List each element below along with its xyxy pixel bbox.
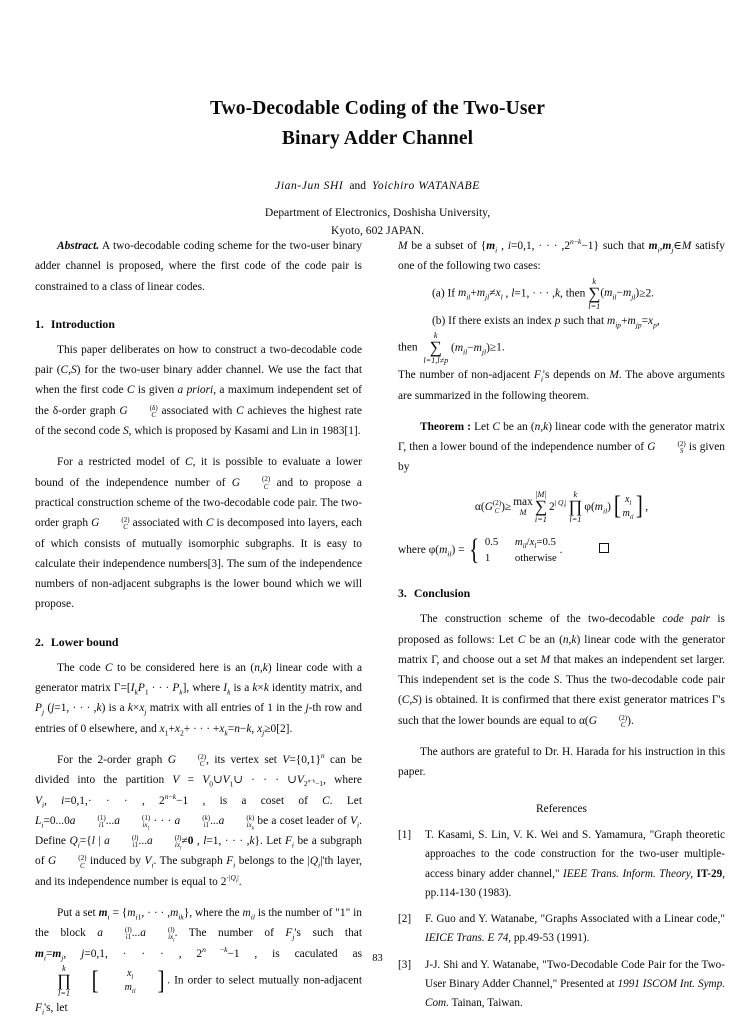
intro-p1-e: , a maximum independent set of the δ-order graph <box>35 384 362 417</box>
intro-paragraph-2 <box>35 452 362 614</box>
affiliation <box>0 204 755 240</box>
concl-f: that makes an independent set larger. This independent set is the code <box>398 653 725 687</box>
theorem-where-line <box>398 534 725 566</box>
cases-cond-1: =0.5 <box>536 535 556 548</box>
reference-item <box>398 956 725 1014</box>
math-C-2: C <box>126 384 135 397</box>
math-mimj-in-M: $m_i,m_j\in M$ <box>648 240 692 255</box>
math-S-2: S <box>122 425 129 438</box>
math-C-8: C <box>492 420 500 433</box>
math-Pj: $P_j$ (j=1, · · · ,k) <box>35 702 106 717</box>
section-heading-introduction <box>35 314 362 335</box>
math-M-2: M <box>609 369 619 382</box>
math-prod-theorem: k ∏ l=1 <box>568 489 583 524</box>
math-V-partition: $V = V_0\cup V_1\cup$ · · · $\cup V_{2^{n-k}-1}$ <box>172 774 324 789</box>
case-a-t3: , then <box>560 287 589 300</box>
reference-body <box>425 910 725 949</box>
where-label: where <box>398 543 426 556</box>
math-alpha-G-C-2-concl: α(G (2) C ) <box>578 713 631 729</box>
section-number-3: 3. <box>398 586 407 601</box>
reference-tag: [2] <box>398 913 412 926</box>
math-coset-leader: $L_i=0...0a$ (1) i1 ...a (1) $ix_1$ · · · a (k) i1 ...a (k) $ix_k$ <box>35 813 255 832</box>
lb-p3-a: Put a set <box>57 906 99 919</box>
abstract-paragraph <box>35 236 362 297</box>
math-prod-binom: k ∏ l=1 [ $x_l$ $m_{il}$ ] <box>57 963 165 999</box>
thmi-close-a: The number of non-adjacent <box>398 369 534 382</box>
intro-p1-c: is given <box>134 384 178 397</box>
body-columns <box>35 236 725 1020</box>
math-phi-def-lhs: $\varphi(m_{il})$ = <box>428 543 465 558</box>
thmi-c: satisfy one of the following two cases: <box>398 240 725 273</box>
case-a-t1: If <box>447 287 458 300</box>
lb-p2-m: belongs to the <box>235 855 308 868</box>
math-j-1: j <box>305 702 309 715</box>
reference-pages: , pp.49-53 (1991). <box>508 932 590 945</box>
lb-p3-d: . The number of <box>174 927 286 940</box>
reference-authors: F. Guo and Y. Watanabe, <box>425 913 538 926</box>
reference-journal: 1991 ISCOM Int. Symp. Com. <box>425 977 726 1010</box>
lb-p2-f: . Let <box>329 794 362 807</box>
intro-p1-a: This paper deliberates on how to construct a two-decodable code pair ( <box>35 343 362 377</box>
intro-p1-f: associated with <box>157 404 237 417</box>
lb-p1-d: ], where <box>182 682 224 695</box>
reference-pages: , pp.114-130 (1983). <box>425 867 725 899</box>
math-x-sum: $x_1+x_2+$ · · · $+x_k=n-k$, $x_j$ <box>159 722 265 737</box>
case-b-continuation <box>398 331 725 365</box>
math-phi-mil: $\varphi(m_{il})$ <box>584 500 611 515</box>
reference-body <box>425 956 725 1014</box>
math-Vi-index: $V_i$, i=0,1,· · · , $2^{n-k}-1$ <box>35 791 189 809</box>
concl-codepair-italic: code pair <box>662 613 711 626</box>
math-Ik-P1-Pk: $I_kP_1$ · · · $P_k$ <box>130 682 183 697</box>
cases-cond-2: otherwise <box>514 552 557 565</box>
case-b-then: then <box>398 341 418 354</box>
math-mi-eq-mj: $m_i=m_j$, j=0,1, · · · , $2^{n -k}-1$ <box>35 944 240 962</box>
reference-journal: IEICE Trans. E 74 <box>425 932 509 945</box>
title-line-1: Two-Decodable Coding of the Two-User <box>209 98 546 119</box>
reference-title: "Graphs Associated with a Linear code," <box>540 913 725 926</box>
case-b-t1: If there exists an index <box>448 314 555 327</box>
math-sum-a: k ∑ l=1 $(m_{il}-m_{jl})$ <box>588 276 640 311</box>
affiliation-line-2: Kyoto, 602 JAPAN. <box>331 224 424 238</box>
lb-p2-e: , is a coset of <box>188 794 323 807</box>
lb-p2-l: . The subgraph <box>153 855 227 868</box>
math-mil-over-xl: $m_{il}/x_l$ <box>514 535 537 551</box>
lb-p2-h: . Define <box>35 814 362 848</box>
author-conjunction: and <box>349 180 366 193</box>
reference-item <box>398 826 725 903</box>
math-2-pow-Qi-theorem: $2^{| Q_i|}$ <box>548 497 567 513</box>
math-l-range-a: l=1, · · · ,k <box>511 287 561 300</box>
cases-block <box>467 534 556 566</box>
cases-row-1 <box>485 534 557 550</box>
reference-item <box>398 910 725 949</box>
author-first: Jian-Jun SHI <box>275 180 344 193</box>
lb-p3-f: , is caculated as <box>239 947 362 960</box>
page-title <box>0 94 755 154</box>
math-M-3: M <box>540 653 551 666</box>
math-sum-b: k ∑ l=1,l≠p $(m_{il}-m_{jl})$ <box>423 331 490 366</box>
math-Ik: $I_k$ <box>223 682 231 697</box>
thmi-close-b: 's depends on <box>542 369 610 382</box>
affiliation-line-1: Department of Electronics, Doshisha University, <box>264 206 491 220</box>
math-mi-subset: {$m_i$ , i=0,1, · · · $,2^{n-k}-1$} <box>480 237 599 255</box>
intro-paragraph-1: This paper deliberates on how to construct a two-decodable code pair (C,S) for the two-user binary adder channel. We use the fact that when the first code C is given a priori, a maximum independent set of the δ-order graph G (δ) C associated with C achieves the highest rate of the second code S, which is proposed by Kasami and Lin in 1983[1]. <box>35 343 362 438</box>
lb-p2-i: . Let <box>259 835 285 848</box>
math-C-10: C <box>401 694 410 707</box>
concl-h: ) is obtained. It is confirmed that there exist generator matrices Γ's such that the lower bounds are equal to <box>398 694 725 727</box>
intro-p1-h: , which is proposed by Kasami and Lin in 1983[1]. <box>128 425 361 438</box>
lb-p1-i: -th row and entries of 0 elsewhere, and <box>35 702 363 735</box>
case-a-t2: , <box>502 287 512 300</box>
case-a-label: (a) <box>432 287 445 300</box>
references-heading: References <box>535 802 588 815</box>
reference-pages: Tainan, Taiwan. <box>448 997 523 1010</box>
thm-c: ) linear code with the generator matrix Γ, then a lower bound of the independence number of <box>398 420 726 454</box>
concl-a: The construction scheme of the two-decodable <box>420 613 663 626</box>
lb-p1-a: The code <box>57 661 106 674</box>
cases-rows <box>482 534 557 566</box>
case-b-label: (b) <box>432 314 446 327</box>
concl-d: be an ( <box>525 633 563 646</box>
math-binom-theorem: [ $x_l$ $m_{il}$ ] <box>613 491 643 521</box>
intro-p2-a: For a restricted model of <box>57 456 185 469</box>
cases-value-2: 1 <box>484 552 491 565</box>
concl-e: ) linear code with the generator matrix Γ, and choose out a set <box>398 633 725 666</box>
math-M-1: M <box>398 240 408 252</box>
intro-apriori: a priori <box>177 384 214 397</box>
math-p-index: p <box>554 314 561 327</box>
theorem-paragraph <box>398 417 725 478</box>
math-Fj: $F_j$ <box>285 927 295 942</box>
section-title-1: Introduction <box>50 316 115 331</box>
theorem-equation <box>398 490 725 524</box>
reference-volume: IT-29 <box>696 867 723 880</box>
reference-journal: IEEE Trans. Inform. Theory, <box>563 867 694 880</box>
math-mil-mjl-neq-xl: $m_{il}+m_{jl}\ne x_l$ <box>457 287 503 302</box>
math-Qi-card: $|Q_i|$ <box>307 855 323 870</box>
lb-p1-j: ≥0[2]. <box>264 722 293 735</box>
author-second: Yoichiro WATANABE <box>371 180 480 193</box>
math-Fi-2: $F_i$ <box>226 855 236 870</box>
math-Qi-def: $Q_i=\{l$ | a (l) i1 ...a (l) $ix_l$ ≠0 , l=1, · · · ,k} <box>69 833 260 852</box>
math-G-C-2-d: G (2) C <box>48 854 87 870</box>
lb-p3-g: . In order to select mutually non-adjacent <box>167 974 362 987</box>
lb-p1-h: matrix with all entries of 1 in the <box>146 702 306 715</box>
case-b-tail: ≥1. <box>489 341 505 354</box>
math-max-M: max M <box>513 495 533 517</box>
reference-body <box>425 826 725 903</box>
lb-p2-a: For the 2-order graph <box>57 753 168 766</box>
math-C-5: C <box>205 517 214 530</box>
concl-c: is proposed as follows: Let <box>398 613 725 646</box>
lb-p2-k: induced by <box>86 855 145 868</box>
abstract-text: A two-decodable coding scheme for the two-user binary adder channel is proposed, where the first code of the code pair is constrained to a class of linear codes. <box>35 240 363 293</box>
math-n-k-1: n,k <box>254 661 268 674</box>
lb-p2-j: be a subgraph of <box>35 835 362 868</box>
math-S-4: S <box>412 694 418 707</box>
period-after-cases: . <box>556 543 563 556</box>
intro-p2-b: , it is possible to evaluate a lower bound of the independence number of <box>35 456 363 489</box>
lb-p2-g: be a coset leader of <box>254 814 351 827</box>
math-alpha-G-C-2: α(G (2) C )≥ <box>474 499 512 515</box>
reference-title: "Graph theoretic approaches to the code construction for the two-user multiple-access binary adder channel," <box>425 829 725 880</box>
case-b-t3: , <box>656 314 660 327</box>
math-kxxj: $k\times x_j$ <box>127 702 147 717</box>
math-Fi-3: $F_i$ <box>35 1002 45 1017</box>
page-number: 83 <box>372 953 383 964</box>
case-b-line <box>398 311 725 331</box>
math-Fi-4: $F_i$ <box>533 369 543 384</box>
theorem-label: Theorem : <box>420 420 471 433</box>
conclusion-paragraph-1: The construction scheme of the two-decodable code pair is proposed as follows: Let C be an (n,k) linear code with the generator matrix Γ, and choose out a set M that makes an independent set larger. This independent set is the code S. Thus the two-decodable code pair (C,S) is obtained. It is confirmed that there exist generator matrices Γ's such that the lower bounds are equal to α(G (2) C ). <box>398 613 725 729</box>
case-a-line <box>398 277 725 311</box>
math-S-3: S <box>553 674 560 687</box>
section-number-2: 2. <box>35 634 44 649</box>
math-Vi-3: $V_i$ <box>144 855 154 870</box>
author-list <box>0 180 755 192</box>
thmi-close-c: . The above arguments are summarized in the following theorem. <box>398 369 725 402</box>
lb-p1-g: is a <box>105 702 128 715</box>
math-2-pow-Qi: $2^{\cdot|Q_i|}$ <box>220 872 239 888</box>
math-block-a: a (l) i1 ...a (l) $ix_l$ <box>97 926 175 944</box>
section-heading-lower-bound <box>35 632 362 653</box>
section-heading-conclusion <box>398 583 725 604</box>
cases-row-2 <box>485 550 557 566</box>
lb-p3-b: , where the <box>189 906 243 919</box>
math-Fi-1: $F_i$ <box>284 835 295 850</box>
intro-p1-g: achieves the highest rate of the second code <box>35 404 362 438</box>
right-column <box>398 236 725 1020</box>
concl-g: . Thus the two-decodable code pair ( <box>398 674 725 707</box>
concl-i: . <box>630 714 634 727</box>
thm-intro-closing <box>398 365 725 406</box>
lb-p3-e: 's such that <box>294 927 363 940</box>
lb-p2-o: . <box>238 875 242 888</box>
reference-authors: J-J. Shi and Y. Watanabe, <box>425 958 540 971</box>
math-G-C-delta: G (δ) C <box>119 403 158 419</box>
lb-p3-h: 's, let <box>44 1002 68 1015</box>
title-line-2: Binary Adder Channel <box>281 128 474 150</box>
math-G-C-2-c: G (2) C <box>167 752 207 769</box>
left-column <box>35 236 362 1020</box>
math-Vi-2: $V_i$ <box>350 814 360 830</box>
lb-p1-b: to be considered here is an ( <box>112 661 255 674</box>
intro-p2-e: is decomposed into layers, each of which consists of mutually isomorphic subgraphs. It is easy to calculate their independence numbers[3]. The sum of the independence numbers of non-adjacent subgraphs is the lower bound which we will propose. <box>35 517 362 611</box>
lb-paragraph-1: The code C to be considered here is an (n,k) linear code with a generator matrix $\Gamma=[I_kP_1$ · · · $P_k$], where $I_k$ is a k×k identity matrix, and $P_j$ (j=1, · · · ,k) is a $k\times x_j$ matrix with all entries of 1 in the j-th row and entries of 0 elsewhere, and $x_1+x_2+$ · · · $+x_k=n-k$, $x_j\ge 0[2]$. <box>35 661 363 737</box>
section-title-3: Conclusion <box>413 586 471 601</box>
lb-p2-n: 'th layer, and its independence number is equal to <box>35 855 363 888</box>
theorem-equation-row <box>398 490 725 524</box>
math-kxk: k <box>252 682 258 695</box>
math-n-k-3: n,k <box>562 633 577 646</box>
thm-intro-paragraph <box>398 236 725 277</box>
math-C-S: C <box>60 364 69 377</box>
intro-p2-d: associated with <box>129 517 206 530</box>
math-k-2: k <box>263 682 269 695</box>
case-a-tail: ≥2. <box>639 287 654 300</box>
lb-paragraph-2 <box>35 750 362 892</box>
math-G-C-2-b: G (2) C <box>91 516 130 532</box>
math-C-6: C <box>105 661 113 674</box>
math-mi-set: $m_i = \{m_{i1}$, · · · $,m_{ik}$} <box>98 906 190 922</box>
reference-title: "Two-Decodable Code Pair for the Two-User Binary Adder Channel," Presented at <box>425 958 725 990</box>
intro-p1-b: ) for the two-user binary adder channel. We use the fact that when the first code <box>35 364 362 397</box>
lb-p1-f: identity matrix, and <box>268 682 362 695</box>
thmi-a: be a subset of <box>407 240 481 252</box>
lb-p3-c: is the number of "1" in the block <box>35 906 362 940</box>
math-sum-theorem: |M| ∑ i=1 <box>534 489 547 524</box>
qed-box <box>599 543 609 553</box>
math-G-S-2: G (2) S <box>647 439 686 456</box>
math-V-set: $V=\{0,1\}^n$ <box>282 751 325 766</box>
lb-p2-b: , its vertex set <box>206 753 283 766</box>
thm-b: be an ( <box>500 420 535 433</box>
case-b-t2: such that <box>560 314 607 327</box>
math-C-4: C <box>185 456 193 469</box>
math-C-3: C <box>236 404 244 417</box>
math-mil: $m_{il}$ <box>242 906 255 922</box>
math-mip-mjp-eq-xp: $m_{ip}+m_{jp}=x_p$ <box>606 314 657 330</box>
reference-tag: [3] <box>398 958 412 971</box>
math-S-1: S <box>70 364 77 377</box>
lb-p1-e: is a <box>230 682 253 695</box>
thm-d: is given by <box>398 441 726 474</box>
thm-a: Let <box>470 420 493 433</box>
lb-p2-d: , where <box>323 774 362 787</box>
math-n-k-2: n,k <box>534 420 549 433</box>
section-number-1: 1. <box>35 316 44 331</box>
intro-p2-c: and to propose a practical construction scheme of the two-decodable code pair. The two-order graph <box>35 476 362 530</box>
lb-p1-c: ) linear code with a generator matrix Γ=[ <box>35 661 362 695</box>
section-title-2: Lower bound <box>50 634 119 649</box>
cases-value-1: 0.5 <box>484 535 499 548</box>
math-C-9: C <box>517 633 526 646</box>
abstract-label: Abstract. <box>57 240 100 252</box>
thmi-b: such that <box>598 240 649 252</box>
reference-authors: T. Kasami, S. Lin, V. K. Wei and S. Yamamura, <box>425 829 646 842</box>
math-C-7: C <box>322 794 330 807</box>
title-block <box>0 0 755 240</box>
math-G-C-2-a: G (2) C <box>231 475 271 491</box>
lb-p2-c: can be divided into the partition <box>35 753 362 787</box>
reference-tag: [1] <box>398 829 412 842</box>
cases-brace: { <box>469 533 480 567</box>
acknowledgement-paragraph: The authors are grateful to Dr. H. Harada for his instruction in this paper. <box>398 746 725 779</box>
math-comma-theorem: , <box>645 500 649 513</box>
